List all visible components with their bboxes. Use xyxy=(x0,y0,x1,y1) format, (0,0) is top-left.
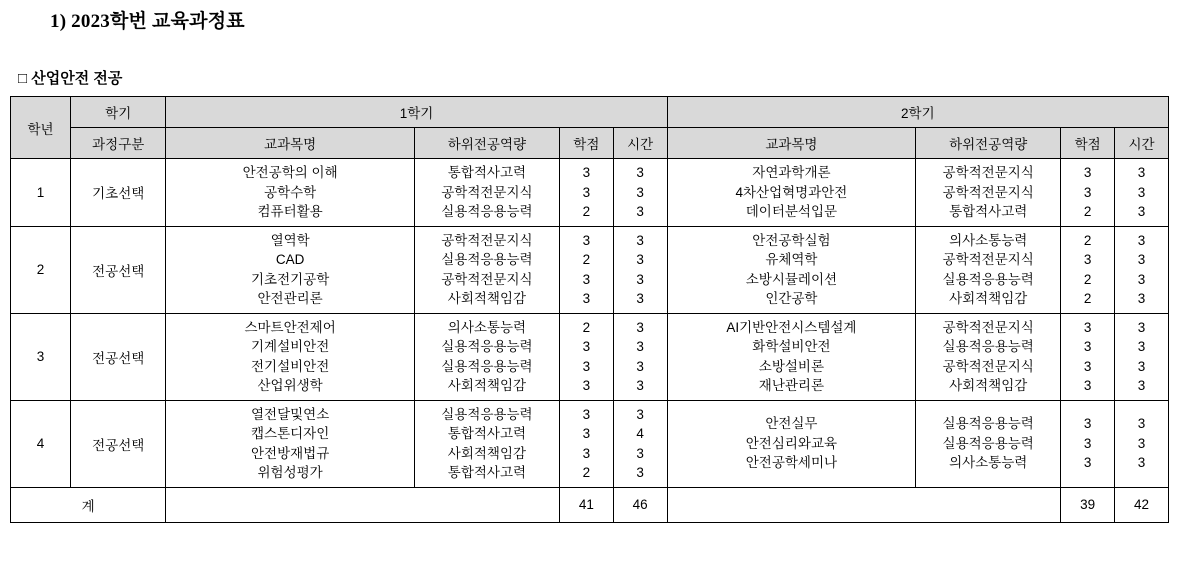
cell-competency-sem1-item: 사회적책임감 xyxy=(447,445,527,461)
cell-subjects-sem2-item: 안전심리와교육 xyxy=(745,435,838,451)
cell-subjects-sem2 xyxy=(667,400,916,487)
cell-competency-sem2-item: 공학적전문지식 xyxy=(942,358,1034,374)
cell-credits-sem1-item: 3 xyxy=(582,445,591,461)
cell-competency-sem1-item: 사회적책임감 xyxy=(447,378,527,393)
cell-subjects-sem2-item: 안전실무 xyxy=(765,416,818,432)
page-title: 1) 2023학번 교육과정표 xyxy=(50,11,245,32)
section-heading xyxy=(18,67,1169,88)
cell-hours-sem1 xyxy=(613,313,667,400)
cell-subjects-sem1-item: 스마트안전제어 xyxy=(244,319,336,335)
cell-total-credit-sem2: 39 xyxy=(1061,487,1115,522)
cell-credits-sem2-item: 3 xyxy=(1083,184,1092,200)
header-competency-sem2: 하위전공역량 xyxy=(916,128,1061,159)
cell-hours-sem2-item: 3 xyxy=(1137,232,1146,248)
cell-competency-sem2-item: 공학적전문지식 xyxy=(942,165,1034,180)
cell-subjects-sem1-item: 캡스톤디자인 xyxy=(251,426,330,441)
cell-category: 전공선택 xyxy=(71,313,166,400)
table-row xyxy=(11,400,1169,487)
cell-credits-sem2-item: 3 xyxy=(1083,455,1092,471)
cell-total-blank-sem2 xyxy=(667,487,1061,522)
cell-credits-sem1-item: 3 xyxy=(582,291,591,306)
cell-competency-sem2-item: 의사소통능력 xyxy=(949,232,1028,248)
cell-subjects-sem1-item: 열전달및연소 xyxy=(251,406,330,422)
cell-credits-sem1-item: 2 xyxy=(582,252,591,267)
cell-total-hours-sem1: 46 xyxy=(613,487,667,522)
cell-subjects-sem2-item: 안전공학실험 xyxy=(752,232,831,248)
cell-credits-sem2-item: 3 xyxy=(1083,435,1092,451)
cell-hours-sem2 xyxy=(1115,159,1169,227)
cell-competency-sem1-item: 실용적응용능력 xyxy=(441,252,533,267)
table-row xyxy=(11,226,1169,313)
cell-hours-sem1-item: 3 xyxy=(636,339,644,354)
cell-hours-sem2-item: 3 xyxy=(1137,378,1146,393)
cell-credits-sem1-item: 2 xyxy=(582,319,591,335)
cell-credits-sem2-item: 2 xyxy=(1083,204,1092,219)
cell-competency-sem2-item: 실용적응용능력 xyxy=(942,271,1034,287)
cell-hours-sem2-item: 3 xyxy=(1137,184,1146,200)
header-subject-sem1: 교과목명 xyxy=(166,128,415,159)
cell-subjects-sem1 xyxy=(166,400,415,487)
cell-subjects-sem2-item: 인간공학 xyxy=(765,291,818,306)
cell-hours-sem2-item: 3 xyxy=(1137,291,1146,306)
cell-competency-sem2-item: 사회적책임감 xyxy=(949,291,1028,306)
cell-hours-sem2-item: 3 xyxy=(1137,252,1146,267)
cell-subjects-sem1 xyxy=(166,159,415,227)
header-semester-1: 1학기 xyxy=(166,97,667,128)
cell-subjects-sem1-item: 위험성평가 xyxy=(257,465,323,480)
header-year: 학년 xyxy=(11,97,71,159)
cell-competency-sem1-item: 실용적응용능력 xyxy=(441,358,533,374)
cell-competency-sem2-item: 공학적전문지식 xyxy=(942,319,1034,335)
cell-credits-sem2-item: 2 xyxy=(1083,271,1092,287)
cell-subjects-sem1-item: 기초전기공학 xyxy=(251,271,330,287)
cell-hours-sem1-item: 3 xyxy=(636,291,644,306)
cell-competency-sem1-item: 사회적책임감 xyxy=(447,291,527,306)
cell-subjects-sem2-item: 유체역학 xyxy=(765,252,818,267)
cell-credits-sem2-item: 3 xyxy=(1083,319,1092,335)
document-page xyxy=(0,6,1179,566)
cell-credits-sem1-item: 3 xyxy=(582,271,591,287)
cell-subjects-sem1-item: 기계설비안전 xyxy=(251,339,330,354)
cell-credits-sem1-item: 2 xyxy=(582,204,591,219)
cell-competency-sem1-item: 실용적응용능력 xyxy=(441,339,533,354)
cell-competency-sem1-item: 의사소통능력 xyxy=(447,319,527,335)
section-marker-icon: □ xyxy=(18,70,28,87)
cell-credits-sem1-item: 2 xyxy=(582,465,591,480)
header-category: 과정구분 xyxy=(71,128,166,159)
table-header xyxy=(11,97,1169,159)
cell-subjects-sem1-item: 안전방재법규 xyxy=(251,445,330,461)
cell-hours-sem1-item: 3 xyxy=(636,406,644,422)
cell-credits-sem2 xyxy=(1061,313,1115,400)
header-competency-sem1: 하위전공역량 xyxy=(414,128,559,159)
cell-competency-sem2-item: 실용적응용능력 xyxy=(942,416,1034,432)
cell-year: 3 xyxy=(11,313,71,400)
cell-competency-sem1-item: 통합적사고력 xyxy=(447,165,527,180)
cell-hours-sem1-item: 3 xyxy=(636,232,644,248)
cell-subjects-sem2 xyxy=(667,159,916,227)
cell-hours-sem2-item: 3 xyxy=(1137,358,1146,374)
cell-competency-sem2-item: 공학적전문지식 xyxy=(942,184,1034,200)
cell-competency-sem1-item: 통합적사고력 xyxy=(447,426,527,441)
cell-competency-sem1 xyxy=(414,226,559,313)
cell-hours-sem2-item: 3 xyxy=(1137,165,1146,180)
cell-year: 2 xyxy=(11,226,71,313)
cell-credits-sem1 xyxy=(559,400,613,487)
cell-hours-sem1 xyxy=(613,159,667,227)
cell-competency-sem2 xyxy=(916,400,1061,487)
cell-competency-sem1-item: 실용적응용능력 xyxy=(441,204,533,219)
cell-hours-sem1-item: 3 xyxy=(636,271,644,287)
cell-competency-sem2 xyxy=(916,226,1061,313)
cell-hours-sem2-item: 3 xyxy=(1137,339,1146,354)
cell-subjects-sem1-item: 산업위생학 xyxy=(257,378,323,393)
cell-competency-sem1 xyxy=(414,313,559,400)
cell-subjects-sem1-item: 안전관리론 xyxy=(257,291,323,306)
cell-subjects-sem1 xyxy=(166,226,415,313)
cell-hours-sem2-item: 3 xyxy=(1137,204,1146,219)
cell-credits-sem1-item: 3 xyxy=(582,184,591,200)
cell-competency-sem2-item: 실용적응용능력 xyxy=(942,339,1034,354)
cell-hours-sem2-item: 3 xyxy=(1137,271,1146,287)
cell-competency-sem1 xyxy=(414,159,559,227)
cell-subjects-sem2-item: 데이터분석입문 xyxy=(745,204,838,219)
cell-credits-sem2-item: 2 xyxy=(1083,232,1092,248)
cell-competency-sem2-item: 의사소통능력 xyxy=(949,455,1028,471)
cell-credits-sem2 xyxy=(1061,400,1115,487)
cell-hours-sem2 xyxy=(1115,226,1169,313)
cell-hours-sem1-item: 3 xyxy=(636,165,644,180)
cell-credits-sem1-item: 3 xyxy=(582,232,591,248)
curriculum-table xyxy=(10,96,1169,523)
table-row-total xyxy=(11,487,1169,522)
cell-subjects-sem1-item: 공학수학 xyxy=(264,184,317,200)
cell-subjects-sem2-item: 소방설비론 xyxy=(758,358,825,374)
cell-hours-sem2-item: 3 xyxy=(1137,455,1146,471)
cell-credits-sem1-item: 3 xyxy=(582,406,591,422)
cell-credits-sem2-item: 3 xyxy=(1083,339,1092,354)
header-hours-sem2: 시간 xyxy=(1115,128,1169,159)
cell-competency-sem1-item: 실용적응용능력 xyxy=(441,406,533,422)
cell-credits-sem1-item: 3 xyxy=(582,378,591,393)
cell-total-blank-sem1 xyxy=(166,487,560,522)
cell-subjects-sem1-item: 안전공학의 이해 xyxy=(242,165,338,180)
cell-subjects-sem2 xyxy=(667,226,916,313)
section-title-text: 산업안전 전공 xyxy=(31,70,123,87)
cell-subjects-sem1-item: CAD xyxy=(275,252,305,267)
cell-hours-sem2 xyxy=(1115,400,1169,487)
cell-competency-sem2 xyxy=(916,159,1061,227)
cell-credits-sem1-item: 3 xyxy=(582,339,591,354)
header-row-semester xyxy=(11,97,1169,128)
cell-credits-sem2-item: 3 xyxy=(1083,165,1092,180)
cell-subjects-sem2-item: 재난관리론 xyxy=(758,378,825,393)
cell-hours-sem1-item: 3 xyxy=(636,204,644,219)
cell-hours-sem1-item: 3 xyxy=(636,319,644,335)
cell-subjects-sem2-item: 4차산업혁명과안전 xyxy=(735,184,848,200)
cell-competency-sem2-item: 통합적사고력 xyxy=(949,204,1028,219)
header-row-columns xyxy=(11,128,1169,159)
cell-subjects-sem2-item: 안전공학세미나 xyxy=(745,455,838,471)
table-row xyxy=(11,313,1169,400)
cell-hours-sem2 xyxy=(1115,313,1169,400)
cell-hours-sem1-item: 3 xyxy=(636,465,644,480)
cell-competency-sem1 xyxy=(414,400,559,487)
cell-subjects-sem1-item: 컴퓨터활용 xyxy=(257,204,323,219)
cell-year: 1 xyxy=(11,159,71,227)
cell-subjects-sem2-item: 소방시뮬레이션 xyxy=(745,271,838,287)
cell-credits-sem1-item: 3 xyxy=(582,165,591,180)
cell-competency-sem1-item: 공학적전문지식 xyxy=(441,271,533,287)
cell-competency-sem1-item: 통합적사고력 xyxy=(447,465,527,480)
cell-subjects-sem1 xyxy=(166,313,415,400)
cell-category: 전공선택 xyxy=(71,226,166,313)
cell-competency-sem2-item: 공학적전문지식 xyxy=(942,252,1034,267)
table-body xyxy=(11,159,1169,523)
cell-credits-sem1-item: 3 xyxy=(582,426,591,441)
cell-year: 4 xyxy=(11,400,71,487)
cell-competency-sem1-item: 공학적전문지식 xyxy=(441,184,533,200)
cell-hours-sem1-item: 3 xyxy=(636,378,644,393)
cell-competency-sem2 xyxy=(916,313,1061,400)
cell-hours-sem1-item: 3 xyxy=(636,184,644,200)
cell-credits-sem2 xyxy=(1061,159,1115,227)
header-credit-sem2: 학점 xyxy=(1061,128,1115,159)
cell-competency-sem2-item: 실용적응용능력 xyxy=(942,435,1034,451)
header-credit-sem1: 학점 xyxy=(559,128,613,159)
cell-total-label: 계 xyxy=(11,487,166,522)
cell-subjects-sem1-item: 전기설비안전 xyxy=(251,358,330,374)
header-subject-sem2: 교과목명 xyxy=(667,128,916,159)
table-row xyxy=(11,159,1169,227)
cell-hours-sem2-item: 3 xyxy=(1137,416,1146,432)
cell-total-credit-sem1: 41 xyxy=(559,487,613,522)
cell-category: 전공선택 xyxy=(71,400,166,487)
cell-credits-sem2-item: 3 xyxy=(1083,378,1092,393)
cell-subjects-sem2-item: 자연과학개론 xyxy=(752,165,831,180)
cell-hours-sem2-item: 3 xyxy=(1137,319,1146,335)
cell-hours-sem2-item: 3 xyxy=(1137,435,1146,451)
cell-subjects-sem2-item: 화학설비안전 xyxy=(752,339,831,354)
cell-subjects-sem2-item: AI기반안전시스템설계 xyxy=(726,319,857,335)
cell-subjects-sem2 xyxy=(667,313,916,400)
cell-credits-sem1 xyxy=(559,226,613,313)
cell-hours-sem1-item: 3 xyxy=(636,252,644,267)
cell-hours-sem1-item: 3 xyxy=(636,445,644,461)
cell-credits-sem1 xyxy=(559,313,613,400)
cell-hours-sem1-item: 4 xyxy=(636,426,644,441)
cell-competency-sem2-item: 사회적책임감 xyxy=(949,378,1028,393)
header-hours-sem1: 시간 xyxy=(613,128,667,159)
cell-hours-sem1 xyxy=(613,400,667,487)
cell-subjects-sem1-item: 열역학 xyxy=(270,232,310,248)
cell-credits-sem2-item: 3 xyxy=(1083,358,1092,374)
cell-hours-sem1 xyxy=(613,226,667,313)
cell-credits-sem2-item: 3 xyxy=(1083,416,1092,432)
cell-credits-sem1-item: 3 xyxy=(582,358,591,374)
cell-competency-sem1-item: 공학적전문지식 xyxy=(441,232,533,248)
header-semester-2: 2학기 xyxy=(667,97,1168,128)
cell-category: 기초선택 xyxy=(71,159,166,227)
cell-total-hours-sem2: 42 xyxy=(1115,487,1169,522)
header-semester-label: 학기 xyxy=(71,97,166,128)
cell-credits-sem2-item: 2 xyxy=(1083,291,1092,306)
cell-credits-sem2 xyxy=(1061,226,1115,313)
cell-credits-sem2-item: 3 xyxy=(1083,252,1092,267)
cell-credits-sem1 xyxy=(559,159,613,227)
cell-hours-sem1-item: 3 xyxy=(636,358,644,374)
